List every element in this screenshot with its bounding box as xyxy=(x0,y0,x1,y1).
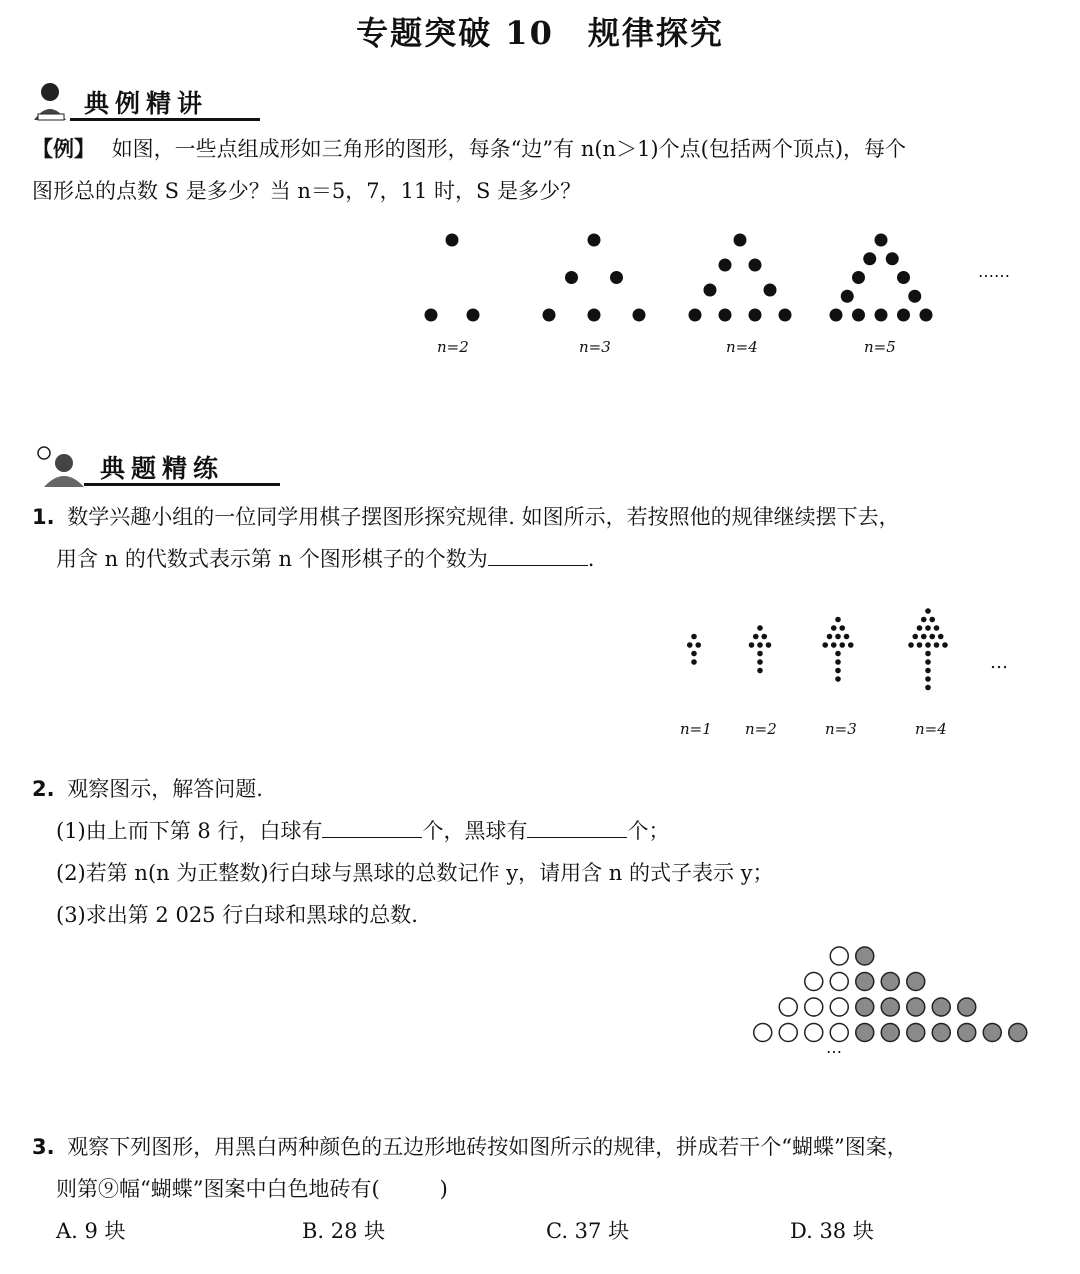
triangle-dot xyxy=(830,309,843,322)
q1-period: . xyxy=(587,547,595,571)
q2-line-1 xyxy=(32,768,263,810)
gray-ball xyxy=(958,1024,976,1042)
arrow-dot xyxy=(912,634,918,640)
q3-number: 3. xyxy=(32,1135,55,1159)
section-rule xyxy=(70,118,260,121)
q1-line-2 xyxy=(56,538,594,580)
triangle-dot xyxy=(779,309,792,322)
triangle-dot xyxy=(886,252,899,265)
section-header-examples xyxy=(30,80,250,130)
triangle-dot xyxy=(852,271,865,284)
arrow-dot xyxy=(844,634,850,640)
q3-line-1 xyxy=(32,1126,908,1168)
gray-ball xyxy=(856,998,874,1016)
q3-line-2 xyxy=(56,1168,448,1210)
triangle-dot xyxy=(467,309,480,322)
section-label: 典例精讲 xyxy=(84,89,209,118)
triangle-dot xyxy=(719,309,732,322)
student-reading-icon xyxy=(30,80,90,130)
arrow-dot xyxy=(691,659,697,665)
gray-ball xyxy=(907,1024,925,1042)
figure-label-n4: n=4 xyxy=(726,338,758,356)
q2-p1-text-a: (1)由上而下第 8 行，白球有 xyxy=(56,819,323,843)
triangle-dot xyxy=(863,252,876,265)
arrow-dot xyxy=(691,651,697,657)
gray-ball xyxy=(907,973,925,991)
arrow-dot xyxy=(835,659,841,665)
arrow-dot xyxy=(925,651,931,657)
arrow-dot xyxy=(687,642,693,648)
example-text-1: 如图，一些点组成形如三角形的图形，每条“边”有 n(n＞1)个点(包括两个顶点)，每个 xyxy=(111,137,907,161)
triangle-dot xyxy=(749,309,762,322)
triangle-dot xyxy=(908,290,921,303)
triangle-dot xyxy=(897,271,910,284)
q1-number: 1. xyxy=(32,505,55,529)
triangle-dot xyxy=(897,309,910,322)
figure-label-q1-n4: n=4 xyxy=(915,720,947,738)
white-ball xyxy=(805,998,823,1016)
arrow-dot xyxy=(831,642,837,648)
arrow-dot xyxy=(917,642,923,648)
triangle-dot xyxy=(633,309,646,322)
arrow-dot xyxy=(822,642,828,648)
triangle-dot xyxy=(588,309,601,322)
arrow-dot xyxy=(925,676,931,682)
arrow-dot xyxy=(908,642,914,648)
gray-ball xyxy=(1009,1024,1027,1042)
triangle-dot xyxy=(610,271,623,284)
gray-ball xyxy=(856,973,874,991)
triangle-dot xyxy=(704,284,717,297)
arrow-dot xyxy=(753,634,759,640)
triangle-dot xyxy=(543,309,556,322)
arrow-dot xyxy=(695,642,701,648)
q2-white-blank[interactable] xyxy=(322,813,422,838)
white-ball xyxy=(830,973,848,991)
section-rule xyxy=(84,483,280,486)
gray-ball xyxy=(932,998,950,1016)
arrow-dot xyxy=(925,685,931,691)
arrow-dot xyxy=(757,668,763,674)
section-label: 典题精练 xyxy=(100,454,225,483)
white-ball xyxy=(830,998,848,1016)
arrow-dot xyxy=(921,617,927,623)
q1-text-2: 用含 n 的代数式表示第 n 个图形棋子的个数为 xyxy=(56,547,488,571)
triangle-dot xyxy=(425,309,438,322)
arrow-dot xyxy=(691,634,697,640)
arrow-dot xyxy=(942,642,948,648)
arrow-dot xyxy=(835,676,841,682)
white-ball xyxy=(754,1024,772,1042)
q3-option-a[interactable]: A. 9 块 xyxy=(56,1219,126,1243)
triangle-dot xyxy=(749,259,762,272)
q3-text-1: 观察下列图形，用黑白两种颜色的五边形地砖按如图所示的规律，拼成若干个“蝴蝶”图案， xyxy=(67,1135,908,1159)
triangle-dot xyxy=(920,309,933,322)
gray-ball xyxy=(983,1024,1001,1042)
q2-number: 2. xyxy=(32,777,55,801)
arrow-dot xyxy=(749,642,755,648)
arrow-dot xyxy=(934,625,940,631)
gray-ball xyxy=(881,998,899,1016)
q1-figure-ellipsis: … xyxy=(990,652,1008,673)
q2-part-2: (2)若第 n(n 为正整数)行白球与黑球的总数记作 y，请用含 n 的式子表示 y； xyxy=(56,861,774,885)
triangle-dot xyxy=(841,290,854,303)
arrow-dot xyxy=(839,642,845,648)
arrow-dot xyxy=(757,659,763,665)
q2-text-1: 观察图示，解答问题. xyxy=(67,777,263,801)
q2-black-blank[interactable] xyxy=(527,813,627,838)
q2-p1-text-c: 个； xyxy=(627,819,670,843)
triangle-dot xyxy=(588,234,601,247)
example-line-1 xyxy=(32,128,906,170)
gray-ball xyxy=(958,998,976,1016)
arrow-dot xyxy=(766,642,772,648)
gray-ball xyxy=(856,947,874,965)
q2-part-1 xyxy=(56,810,669,852)
figure-label-n3: n=3 xyxy=(579,338,611,356)
q1-line-1 xyxy=(32,496,900,538)
arrow-dot xyxy=(929,634,935,640)
arrow-dot xyxy=(921,634,927,640)
triangle-dot xyxy=(446,234,459,247)
arrow-dot xyxy=(835,651,841,657)
balls-figure xyxy=(740,944,1040,1054)
white-ball xyxy=(830,947,848,965)
triangle-dot xyxy=(852,309,865,322)
q2-p1-text-b: 个，黑球有 xyxy=(422,819,528,843)
figure-label-q1-n1: n=1 xyxy=(680,720,712,738)
gray-ball xyxy=(907,998,925,1016)
gray-ball xyxy=(881,1024,899,1042)
example-figure-ellipsis: …… xyxy=(978,262,1010,281)
triangle-dot xyxy=(719,259,732,272)
q3-text-2a: 则第⑨幅“蝴蝶”图案中白色地砖有( xyxy=(56,1177,380,1201)
triangle-dot xyxy=(734,234,747,247)
q3-option-b[interactable]: B. 28 块 xyxy=(302,1219,386,1243)
triangle-dots-figure xyxy=(400,230,1080,380)
arrow-dot xyxy=(761,634,767,640)
arrow-dot xyxy=(835,617,841,623)
arrow-dot xyxy=(929,617,935,623)
q3-text-2b: ) xyxy=(439,1177,448,1201)
example-line-2: 图形总的点数 S 是多少？当 n＝5，7，11 时，S 是多少？ xyxy=(32,179,582,203)
white-ball xyxy=(779,998,797,1016)
q3-option-c[interactable]: C. 37 块 xyxy=(546,1219,630,1243)
arrow-dot xyxy=(757,642,763,648)
arrow-dot xyxy=(925,625,931,631)
arrow-dot xyxy=(757,651,763,657)
figure-label-n2: n=2 xyxy=(437,338,469,356)
arrow-dot xyxy=(925,659,931,665)
arrow-dot xyxy=(848,642,854,648)
arrow-dot xyxy=(757,625,763,631)
white-ball xyxy=(805,1024,823,1042)
q1-text-1: 数学兴趣小组的一位同学用棋子摆图形探究规律. 如图所示，若按照他的规律继续摆下去， xyxy=(67,505,900,529)
triangle-dot xyxy=(764,284,777,297)
q1-answer-blank[interactable] xyxy=(488,541,588,566)
white-ball xyxy=(779,1024,797,1042)
q2-part-3: (3)求出第 2 025 行白球和黑球的总数. xyxy=(56,903,418,927)
arrow-dot xyxy=(835,634,841,640)
q2-figure-ellipsis: … xyxy=(826,1038,842,1057)
page-title: 专题突破 10 规律探究 xyxy=(356,14,724,52)
gray-ball xyxy=(881,973,899,991)
figure-label-q1-n2: n=2 xyxy=(745,720,777,738)
gray-ball xyxy=(932,1024,950,1042)
arrow-dot xyxy=(925,608,931,614)
student-writing-icon xyxy=(30,445,100,495)
arrow-dot xyxy=(835,668,841,674)
arrow-dot xyxy=(827,634,833,640)
figure-label-n5: n=5 xyxy=(864,338,896,356)
arrow-dots-figure xyxy=(670,595,1010,705)
gray-ball xyxy=(856,1024,874,1042)
arrow-dot xyxy=(917,625,923,631)
arrow-dot xyxy=(831,625,837,631)
q3-option-d[interactable]: D. 38 块 xyxy=(790,1219,874,1243)
figure-label-q1-n3: n=3 xyxy=(825,720,857,738)
arrow-dot xyxy=(938,634,944,640)
triangle-dot xyxy=(689,309,702,322)
arrow-dot xyxy=(934,642,940,648)
arrow-dot xyxy=(925,668,931,674)
arrow-dot xyxy=(925,642,931,648)
section-header-practice xyxy=(30,445,260,495)
triangle-dot xyxy=(565,271,578,284)
triangle-dot xyxy=(875,309,888,322)
arrow-dot xyxy=(839,625,845,631)
white-ball xyxy=(805,973,823,991)
triangle-dot xyxy=(875,234,888,247)
example-tag: 【例】 xyxy=(32,137,95,161)
